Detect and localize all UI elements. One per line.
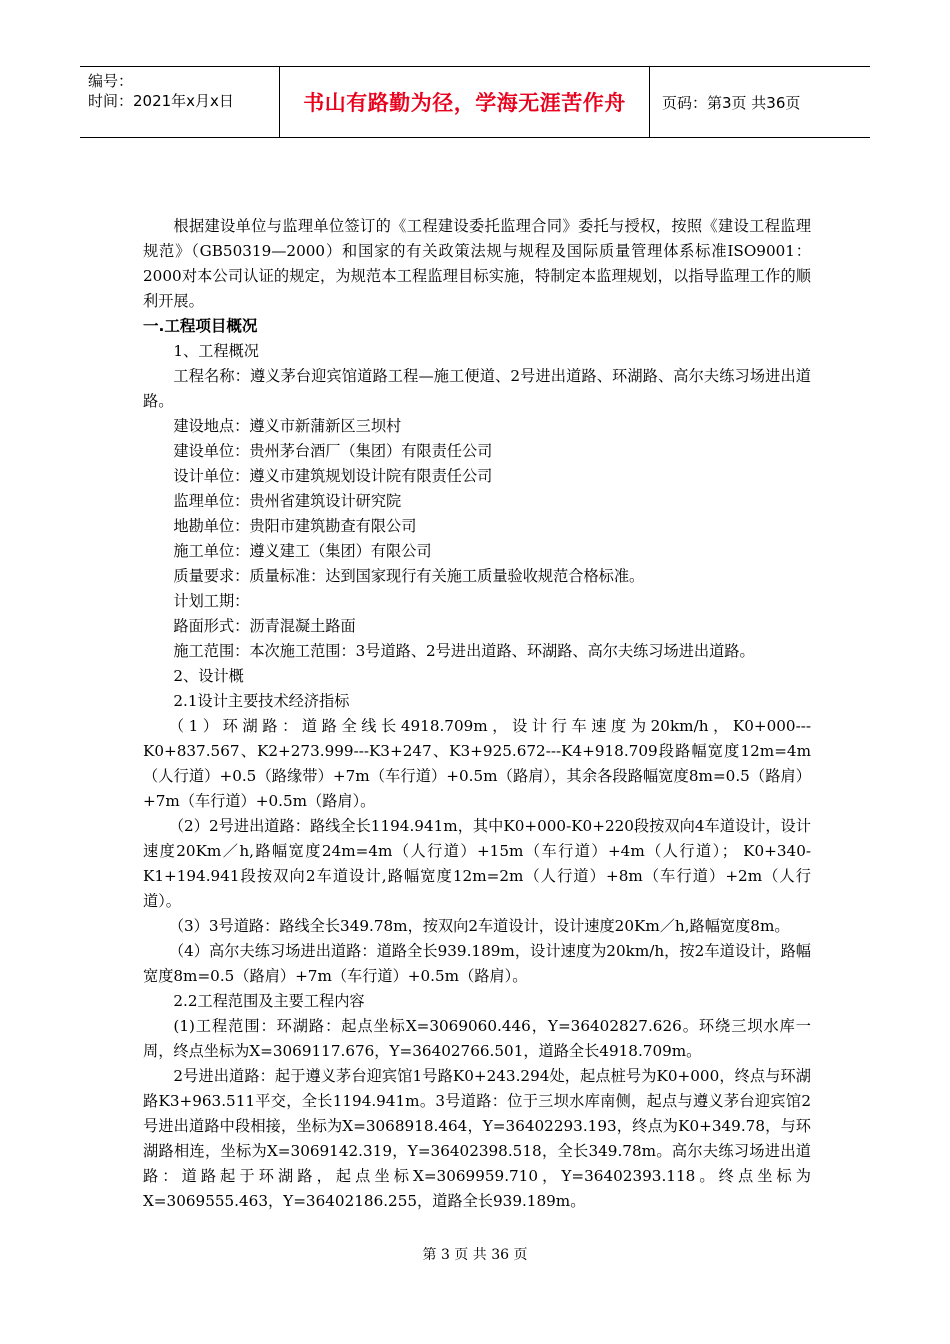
body-paragraph: 建设单位：贵州茅台酒厂（集团）有限责任公司: [173, 442, 493, 460]
body-paragraph: 路面形式：沥青混凝土路面: [173, 617, 356, 635]
body-paragraph: （2）2号进出道路：路线全长1194.941m，其中K0+000-K0+220段按双向4车道设计，设计速度20Km／h,路幅宽度24m=4m（人行道）+15m（车行道）+4m（人行道）； K0+340-K1+194.941段按双向2车道设计,路幅宽度12m=2m（人行道）+8m（车行道）+2m（人行道）。: [143, 817, 811, 910]
document-number: 编号：: [88, 72, 134, 90]
body-paragraph: 设计单位：遵义市建筑规划设计院有限责任公司: [173, 467, 493, 485]
body-paragraph: 工程名称：遵义茅台迎宾馆道路工程—施工便道、2号进出道路、环湖路、高尔夫练习场进出道路。: [143, 367, 811, 410]
body-paragraph: 建设地点：遵义市新蒲新区三坝村: [173, 417, 402, 435]
document-body: [143, 214, 811, 1214]
body-paragraph: 2号进出道路：起于遵义茅台迎宾馆1号路K0+243.294处，起点桩号为K0+000，终点与环湖路K3+963.511平交，全长1194.941m。3号道路：位于三坝水库南侧，起点与遵义茅台迎宾馆2号进出道路中段相接，坐标为X=3068918.464，Y=36402293.193，终点为K0+349.78，与环湖路相连，坐标为X=3069142.319，Y=36402398.518，全长349.78m。高尔夫练习场进出道路：道路起于环湖路，起点坐标X=3069959.710，Y=36402393.118。终点坐标为X=3069555.463，Y=36402186.255，道路全长939.189m。: [143, 1067, 811, 1210]
header-page-number: 页码：第3页 共36页: [662, 93, 801, 112]
body-paragraph: 质量要求：质量标准：达到国家现行有关施工质量验收规范合格标准。: [173, 567, 645, 585]
body-paragraph: (1)工程范围：环湖路：起点坐标X=3069060.446，Y=36402827.626。环绕三坝水库一周，终点坐标为X=3069117.676，Y=36402766.501，道路全长4918.709m。: [143, 1017, 811, 1060]
body-paragraph: 施工范围：本次施工范围：3号道路、2号进出道路、环湖路、高尔夫练习场进出道路。: [173, 642, 755, 660]
document-date: 时间：2021年x月x日: [88, 92, 234, 110]
body-paragraph: 地勘单位：贵阳市建筑勘查有限公司: [173, 517, 417, 535]
body-paragraph: 2.2工程范围及主要工程内容: [173, 992, 365, 1010]
header-meta: [80, 67, 280, 137]
page-footer: 第 3 页 共 36 页: [422, 1247, 528, 1263]
body-paragraph: 根据建设单位与监理单位签订的《工程建设委托监理合同》委托与授权，按照《建设工程监理规范》（GB50319—2000）和国家的有关政策法规与规程及国际质量管理体系标准ISO9001：2000对本公司认证的规定，为规范本工程监理目标实施，特制定本监理规划，以指导监理工作的顺利开展。: [143, 217, 811, 310]
body-paragraph: 施工单位：遵义建工（集团）有限公司: [173, 542, 432, 560]
body-paragraph: 监理单位：贵州省建筑设计研究院: [173, 492, 402, 510]
body-paragraph: 1、工程概况: [173, 342, 259, 360]
body-paragraph: （4）高尔夫练习场进出道路：道路全长939.189m，设计速度为20km/h，按2车道设计，路幅宽度8m=0.5（路肩）+7m（车行道）+0.5m（路肩）。: [143, 942, 811, 985]
body-paragraph: 2.1设计主要技术经济指标: [173, 692, 350, 710]
page-header: [80, 66, 870, 138]
body-paragraph: （1）环湖路：道路全线长4918.709m，设计行车速度为20km/h，K0+000---K0+837.567、K2+273.999---K3+247、K3+925.672---K4+918.709段路幅宽度12m=4m（人行道）+0.5（路缘带）+7m（车行道）+0.5m（路肩），其余各段路幅宽度8m=0.5（路肩）+7m（车行道）+0.5m（路肩）。: [143, 717, 811, 810]
body-paragraph: 计划工期：: [173, 592, 250, 610]
header-motto: 书山有路勤为径，学海无涯苦作舟: [280, 67, 650, 137]
section-heading: 一.工程项目概况: [143, 317, 258, 335]
body-paragraph: （3）3号道路：路线全长349.78m，按双向2车道设计，设计速度20Km／h,路幅宽度8m。: [168, 917, 790, 935]
body-paragraph: 2、设计概: [173, 667, 244, 685]
